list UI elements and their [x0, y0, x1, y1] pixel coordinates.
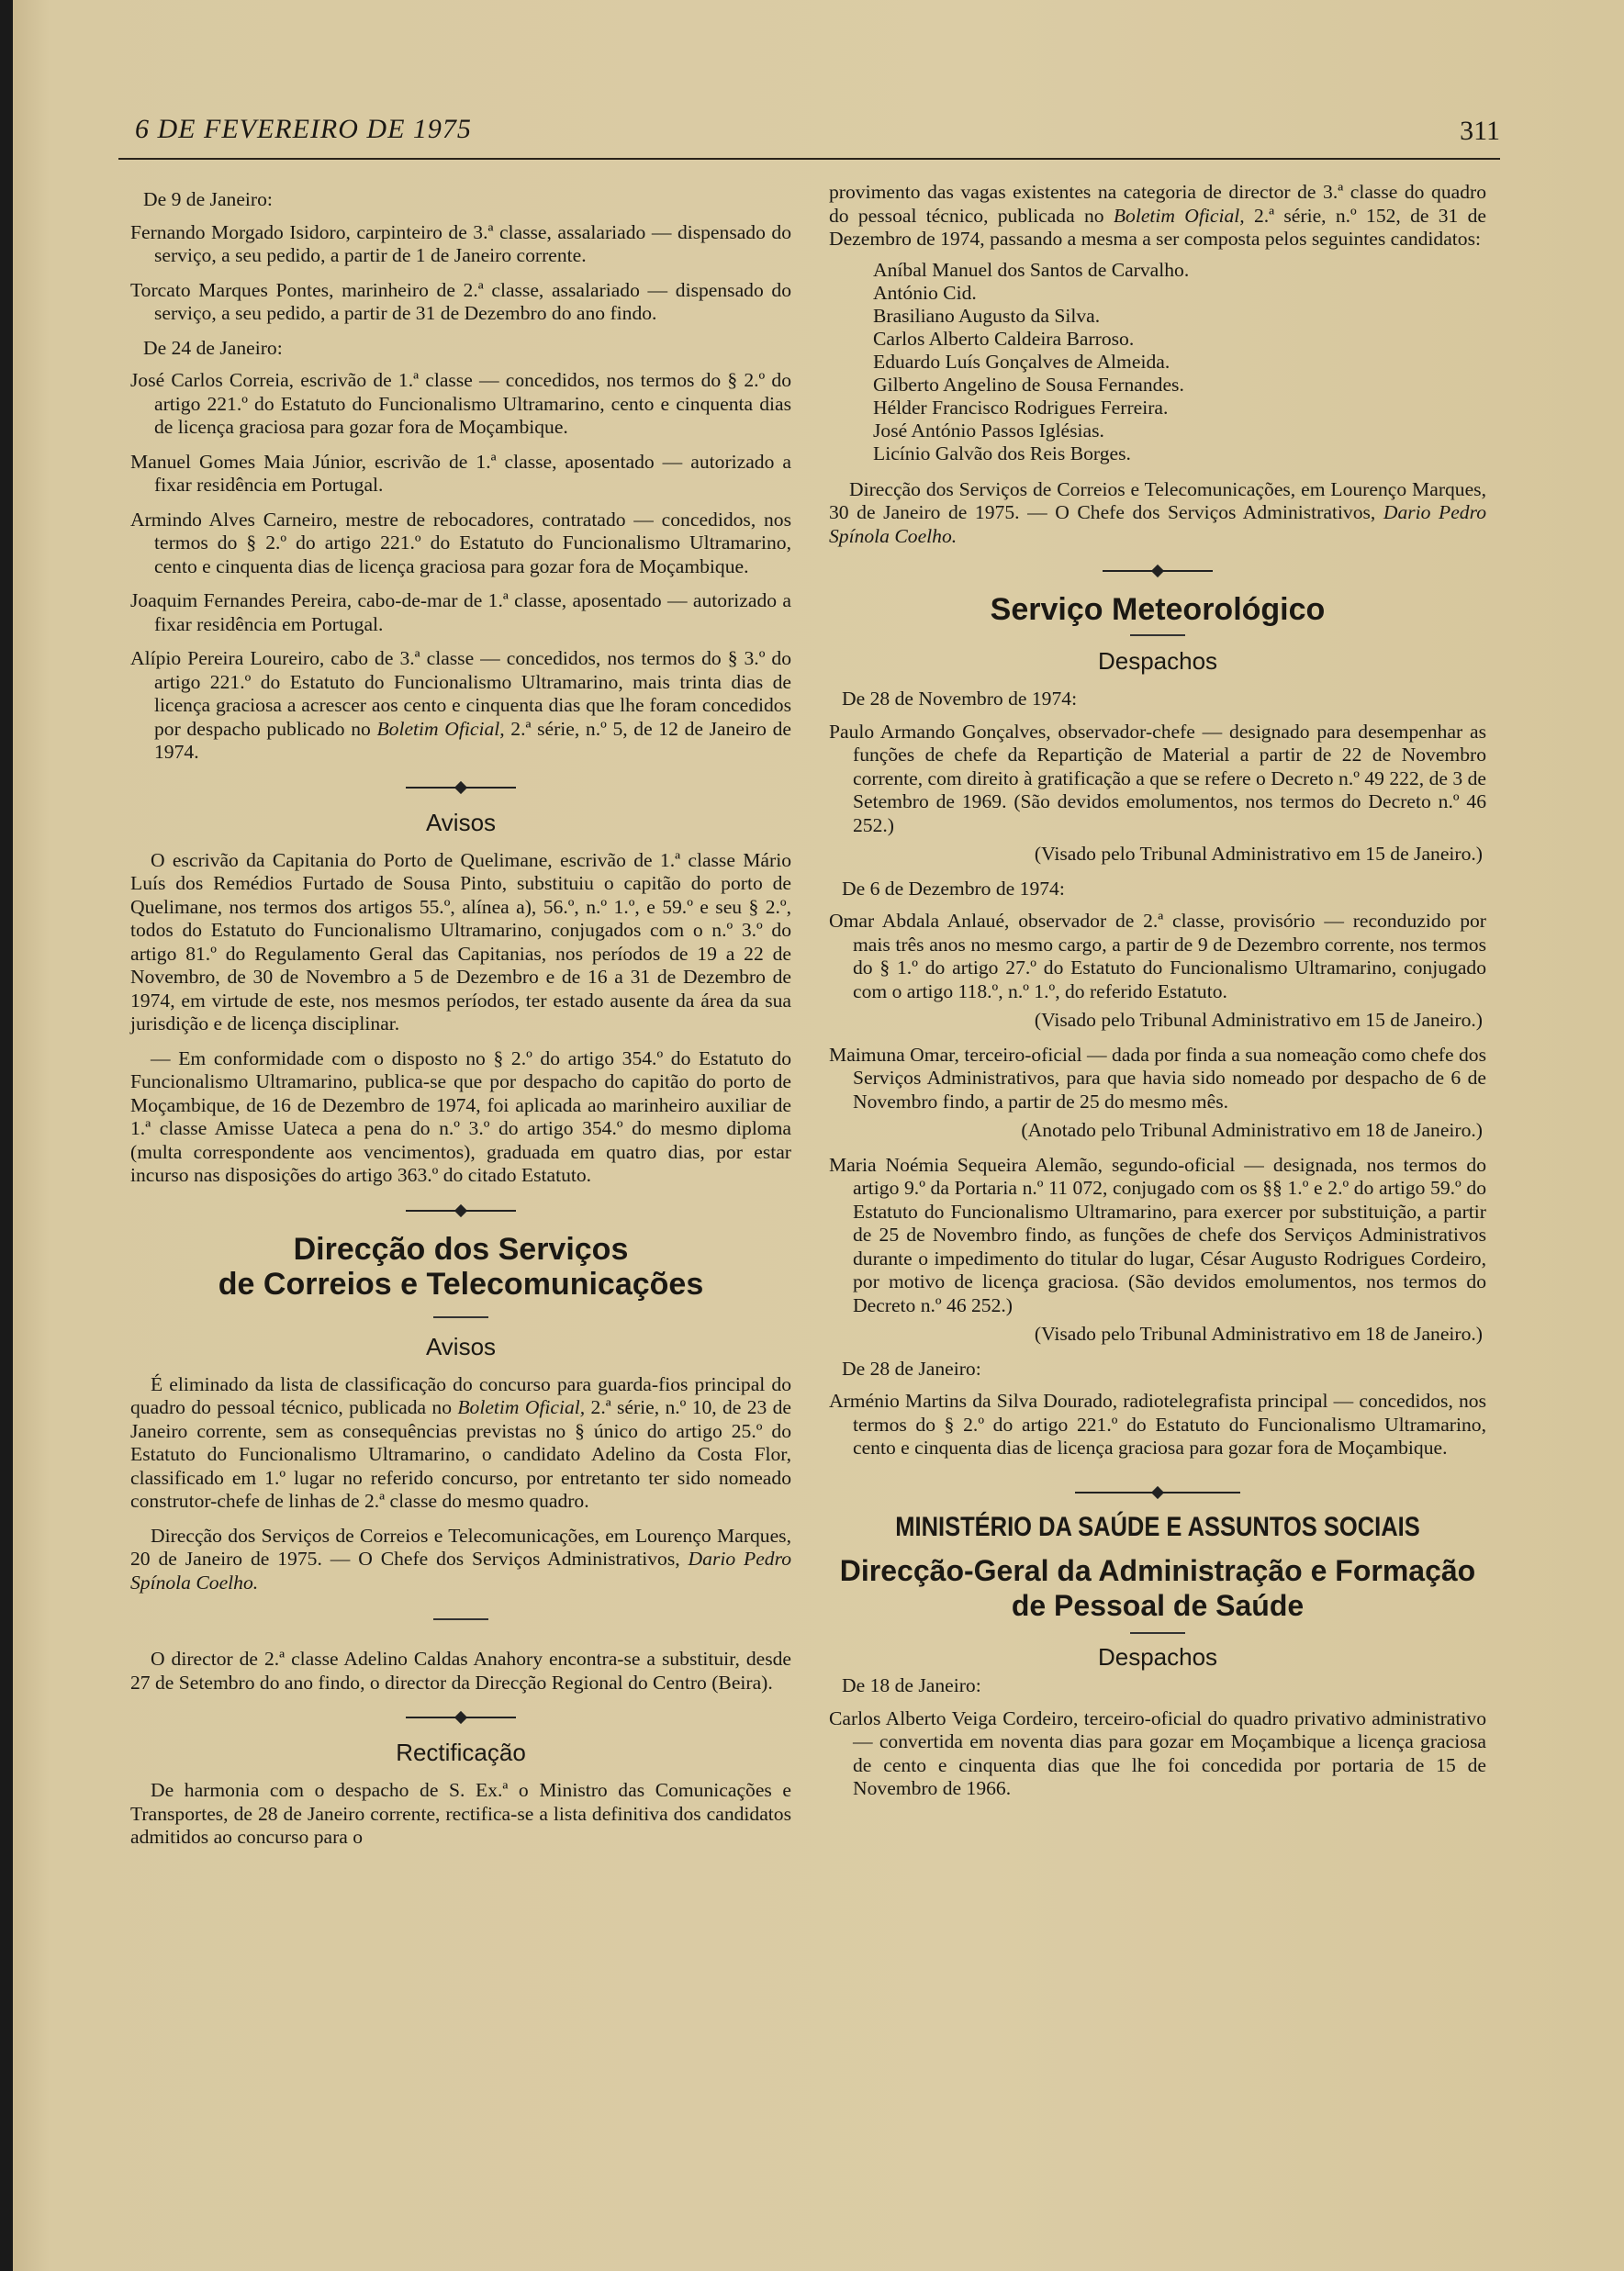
entry: José Carlos Correia, escrivão de 1.ª classe — concedidos, nos termos do § 2.º do artigo 221.º do Estatuto do Funcionalismo Ultramarino, cento e cinquenta dias de licença graciosa para gozar fora de Moçambique.	[130, 369, 791, 438]
entry: Omar Abdala Anlaué, observador de 2.ª classe, provisório — reconduzido por mais três anos no mesmo cargo, a partir de 9 de Dezembro corrente, nos termos do § 1.º do artigo 27.º do Estatuto do Funcionalismo Ultramarino, conjugado com o artigo 118.º, n.º 1.º, do referido Estatuto.	[829, 910, 1486, 1002]
date-heading: De 6 de Dezembro de 1974:	[842, 877, 1065, 900]
list-item: Gilberto Angelino de Sousa Fernandes.	[873, 373, 1184, 396]
section-heading-despachos: Despachos	[1097, 647, 1218, 675]
visado-note: (Visado pelo Tribunal Administrativo em 18 de Janeiro.)	[1034, 1323, 1483, 1345]
entry: Fernando Morgado Isidoro, carpinteiro de 3.ª classe, assalariado — dispensado do serviço, a seu pedido, a partir de 1 de Janeiro corrente.	[130, 220, 791, 266]
signature-paragraph: Direcção dos Serviços de Correios e Telecomunicações, em Lourenço Marques, 30 de Janeiro de 1975. — O Chefe dos Serviços Administrativos, Dario Pedro Spínola Coelho.	[829, 477, 1486, 547]
visado-note: (Visado pelo Tribunal Administrativo em 15 de Janeiro.)	[1034, 1009, 1483, 1031]
right-column	[829, 181, 1486, 1812]
list-item: Brasiliano Augusto da Silva.	[873, 304, 1101, 327]
signature-paragraph: Direcção dos Serviços de Correios e Telecomunicações, em Lourenço Marques, 20 de Janeiro de 1975. — O Chefe dos Serviços Administrativos, Dario Pedro Spínola Coelho.	[130, 1524, 791, 1594]
paragraph: O director de 2.ª classe Adelino Caldas Anahory encontra-se a substituir, desde 27 de Setembro do ano findo, o director da Direcção Regional do Centro (Beira).	[130, 1648, 791, 1694]
section-divider	[1103, 566, 1213, 576]
paragraph: O escrivão da Capitania do Porto de Quelimane, escrivão de 1.ª classe Mário Luís dos Remédios Furtado de Sousa Pinto, substituiu o capitão do porto de Quelimane, nos termos dos artigos 55.º, alínea a), 56.º, n.º 1.º, e 59.º e seu § 2.º, todos do Estatuto do Funcionalismo Ultramarino, conjugados com o n.º 3.º do artigo 81.º do Regulamento Geral das Capitanias, nos períodos de 19 a 22 de Novembro, de 30 de Novembro a 5 de Dezembro e de 16 a 31 de Dezembro de 1974, em virtude de este, nos mesmos períodos, ter estado ausente da área da sua jurisdição e de licença disciplinar.	[130, 848, 791, 1035]
paragraph: provimento das vagas existentes na categoria de director de 3.ª classe do quadro do pessoal técnico, publicada no Boletim Oficial, 2.ª série, n.º 152, de 31 de Dezembro de 1974, passando a mesma a ser composta pelos seguintes candidatos:	[829, 181, 1487, 250]
visado-note: (Anotado pelo Tribunal Administrativo em 18 de Janeiro.)	[1021, 1119, 1483, 1141]
short-rule	[1130, 634, 1185, 636]
section-divider	[406, 1713, 516, 1722]
section-title: Serviço Meteorológico	[990, 592, 1326, 627]
date-heading: De 18 de Janeiro:	[842, 1674, 981, 1696]
paragraph: É eliminado da lista de classificação do concurso para guarda-fios principal do quadro do pessoal técnico, publicada no Boletim Oficial, 2.ª série, n.º 10, de 23 de Janeiro corrente, sem as consequências previstas no § único do artigo 25.º do Estatuto do Funcionalismo Ultramarino, o candidato Adelino da Costa Flor, classificado em 1.º lugar no referido concurso, por entretanto ter sido nomeado construtor-chefe de linhas de 2.ª classe do mesmo quadro.	[130, 1372, 792, 1512]
section-heading-rectificacao: Rectificação	[396, 1739, 526, 1766]
section-heading-despachos: Despachos	[1097, 1643, 1218, 1671]
list-item: Eduardo Luís Gonçalves de Almeida.	[873, 350, 1170, 373]
section-heading-avisos: Avisos	[425, 1332, 497, 1360]
section-heading-avisos: Avisos	[425, 808, 497, 836]
newspaper-page	[13, 0, 1624, 2271]
candidate-list	[829, 259, 1486, 465]
section-divider	[406, 783, 516, 792]
entry: Manuel Gomes Maia Júnior, escrivão de 1.ª classe, aposentado — autorizado a fixar residência em Portugal.	[130, 450, 791, 496]
section-title: Direcção-Geral da Administração e Formação de Pessoal de Saúde	[839, 1554, 1476, 1622]
entry: Alípio Pereira Loureiro, cabo de 3.ª classe — concedidos, nos termos do § 3.º do artigo 221.º do Estatuto do Funcionalismo Ultramarino, mais trinta dias de licença graciosa a acrescer aos cento e cinquenta dias que lhe foram concedidos por despacho publicado no Boletim Oficial, 2.ª série, n.º 5, de 12 de Janeiro de 1974.	[130, 647, 791, 763]
section-divider	[1075, 1488, 1240, 1497]
date-heading: De 28 de Novembro de 1974:	[842, 688, 1078, 710]
ministry-title: MINISTÉRIO DA SAÚDE E ASSUNTOS SOCIAIS	[895, 1511, 1420, 1542]
list-item: Licínio Galvão dos Reis Borges.	[873, 442, 1131, 464]
date-heading: De 24 de Janeiro:	[143, 336, 283, 359]
list-item: Aníbal Manuel dos Santos de Carvalho.	[873, 258, 1190, 281]
header-rule	[118, 158, 1500, 160]
short-rule	[1130, 1632, 1185, 1634]
list-item: Hélder Francisco Rodrigues Ferreira.	[873, 396, 1169, 419]
paragraph: — Em conformidade com o disposto no § 2.º do artigo 354.º do Estatuto do Funcionalismo Ultramarino, publica-se que por despacho do capitão do porto de Moçambique, de 16 de Dezembro de 1974, foi aplicada ao marinheiro auxiliar de 1.ª classe Amisse Uateca a pena do n.º 3.º do artigo 354.º do mesmo diploma (multa correspondente aos vencimentos), graduada em quatro dias, por estar incurso nas disposições do artigo 363.º do citado Estatuto.	[130, 1046, 791, 1186]
visado-note: (Visado pelo Tribunal Administrativo em 15 de Janeiro.)	[1034, 843, 1483, 865]
list-item: Carlos Alberto Caldeira Barroso.	[873, 327, 1135, 350]
date-heading: De 28 de Janeiro:	[842, 1357, 981, 1380]
short-rule	[433, 1618, 488, 1620]
section-divider	[406, 1206, 516, 1215]
entry: Joaquim Fernandes Pereira, cabo-de-mar de 1.ª classe, aposentado — autorizado a fixar residência em Portugal.	[130, 589, 791, 635]
entry: Carlos Alberto Veiga Cordeiro, terceiro-oficial do quadro privativo administrativo — convertida em noventa dias para gozar em Moçambique a licença graciosa de cento e cinquenta dias que lhe foi concedida por portaria de 15 de Novembro de 1966.	[829, 1706, 1486, 1799]
header-date: 6 DE FEVEREIRO DE 1975	[135, 114, 472, 144]
entry: Paulo Armando Gonçalves, observador-chefe — designado para desempenhar as funções de chefe da Repartição de Material a partir de 22 de Novembro corrente, com direito à gratificação a que se refere o Decreto n.º 49 222, de 3 de Setembro de 1969. (São devidos emolumentos, nos termos do Decreto n.º 46 252.)	[829, 720, 1486, 836]
entry: Arménio Martins da Silva Dourado, radiotelegrafista principal — concedidos, nos termos do § 2.º do artigo 221.º do Estatuto do Funcionalismo Ultramarino, cento e cinquenta dias de licença graciosa para gozar fora de Moçambique.	[829, 1390, 1486, 1459]
page-header	[118, 112, 1500, 158]
entry: Maimuna Omar, terceiro-oficial — dada por finda a sua nomeação como chefe dos Serviços Administrativos, para que havia sido nomeado por despacho de 6 de Novembro findo, a partir de 25 do mesmo mês.	[829, 1043, 1486, 1113]
entry: Armindo Alves Carneiro, mestre de rebocadores, contratado — concedidos, nos termos do § 2.º do artigo 221.º do Estatuto do Funcionalismo Ultramarino, cento e cinquenta dias de licença graciosa para gozar fora de Moçambique.	[130, 508, 791, 577]
paragraph: De harmonia com o despacho de S. Ex.ª o Ministro das Comunicações e Transportes, de 28 de Janeiro corrente, rectifica-se a lista definitiva dos candidatos admitidos ao concurso para o	[130, 1779, 791, 1848]
date-heading: De 9 de Janeiro:	[143, 188, 273, 210]
entry: Maria Noémia Sequeira Alemão, segundo-oficial — designada, nos termos do artigo 9.º da Portaria n.º 11 072, conjugado com os §§ 1.º e 2.º do artigo 59.º do Estatuto do Funcionalismo Ultramarino, para exercer por substituição, a partir de 25 de Novembro findo, as funções de chefe dos Serviços Administrativos durante o impedimento do titular do lugar, César Augusto Rodrigues Cordeiro, por motivo de licença graciosa. (São devidos emolumentos, nos termos do Decreto n.º 46 252.)	[829, 1153, 1486, 1316]
page-number: 311	[1460, 116, 1500, 146]
short-rule	[433, 1316, 488, 1318]
section-title: Direcção dos Serviços de Correios e Telecomunicações	[218, 1231, 704, 1302]
entry: Torcato Marques Pontes, marinheiro de 2.ª classe, assalariado — dispensado do serviço, a seu pedido, a partir de 31 de Dezembro do ano findo.	[130, 278, 791, 324]
list-item: António Cid.	[873, 281, 977, 304]
left-column	[130, 181, 791, 1861]
list-item: José António Passos Iglésias.	[873, 419, 1104, 442]
